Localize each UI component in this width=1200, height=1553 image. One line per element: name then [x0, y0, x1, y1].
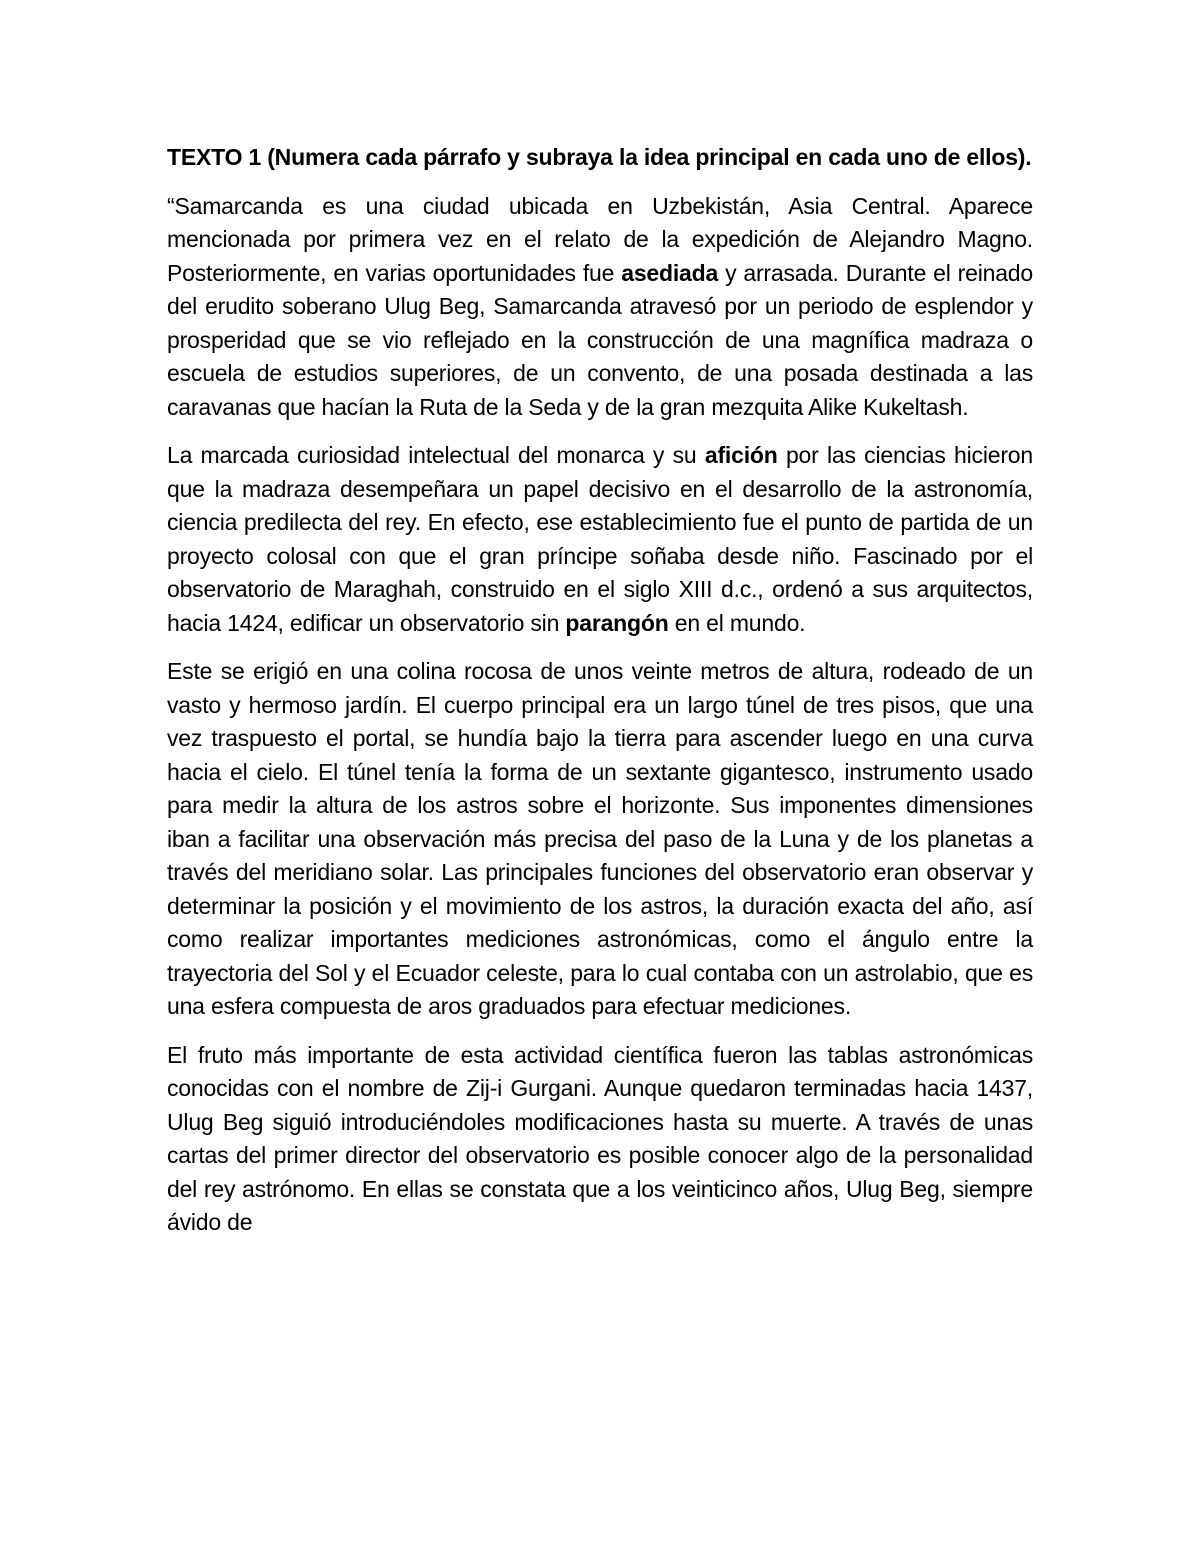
- bold-word-parangon: parangón: [565, 609, 669, 636]
- paragraph-1-text-b: y arrasada. Durante el reinado del erudito soberano Ulug Beg, Samarcanda atravesó por un periodo de esplendor y prosperidad que se vio reflejado en la construcción de una magnífica madraza o escuela de estudios superiores, de un convento, de una posada destinada a las caravanas que hacían la Ruta de la Seda y de la gran mezquita Alike Kukeltash.: [167, 259, 1033, 420]
- paragraph-3: Este se erigió en una colina rocosa de unos veinte metros de altura, rodeado de un vasto y hermoso jardín. El cuerpo principal era un largo túnel de tres pisos, que una vez traspuesto el portal, se hundía bajo la tierra para ascender luego en una curva hacia el cielo. El túnel tenía la forma de un sextante gigantesco, instrumento usado para medir la altura de los astros sobre el horizonte. Sus imponentes dimensiones iban a facilitar una observación más precisa del paso de la Luna y de los planetas a través del meridiano solar. Las principales funciones del observatorio eran observar y determinar la posición y el movimiento de los astros, la duración exacta del año, así como realizar importantes mediciones astronómicas, como el ángulo entre la trayectoria del Sol y el Ecuador celeste, para lo cual contaba con un astrolabio, que es una esfera compuesta de aros graduados para efectuar mediciones.: [167, 658, 1033, 1019]
- paragraph-4: El fruto más importante de esta actividad científica fueron las tablas astronómicas conocidas con el nombre de Zij-i Gurgani. Aunque quedaron terminadas hacia 1437, Ulug Beg siguió introduciéndoles modificaciones hasta su muerte. A través de unas cartas del primer director del observatorio es posible conocer algo de la personalidad del rey astrónomo. En ellas se constata que a los veinticinco años, Ulug Beg, siempre ávido de: [167, 1041, 1033, 1235]
- paragraph-1: [167, 190, 1033, 425]
- bold-word-asediada: asediada: [621, 259, 719, 286]
- paragraph-1-text-a: “Samarcanda es una ciudad ubicada en Uzbekistán, Asia Central. Aparece mencionada por primera vez en el relato de la expedición de Alejandro Magno. Posteriormente, en varias oportunidades fue: [167, 192, 1033, 286]
- bold-word-aficion: afición: [704, 442, 778, 468]
- paragraph-2-text-b: por las ciencias hicieron que la madraza desempeñara un papel decisivo en el desarrollo de la astronomía, ciencia predilecta del rey. En efecto, ese establecimiento fue el punto de partida de un proyecto colosal con que el gran príncipe soñaba desde niño. Fascinado por el observatorio de Maraghah, construido en el siglo XIII d.c., ordenó a sus arquitectos, hacia 1424, edificar un observatorio sin: [167, 442, 1033, 636]
- paragraph-2-text-c: en el mundo.: [668, 609, 806, 636]
- document-title: TEXTO 1 (Numera cada párrafo y subraya la idea principal en cada uno de ellos).: [167, 144, 1032, 170]
- document-body: [167, 141, 1033, 1240]
- paragraph-2: [167, 439, 1033, 640]
- paragraph-2-text-a: La marcada curiosidad intelectual del monarca y su: [167, 442, 705, 468]
